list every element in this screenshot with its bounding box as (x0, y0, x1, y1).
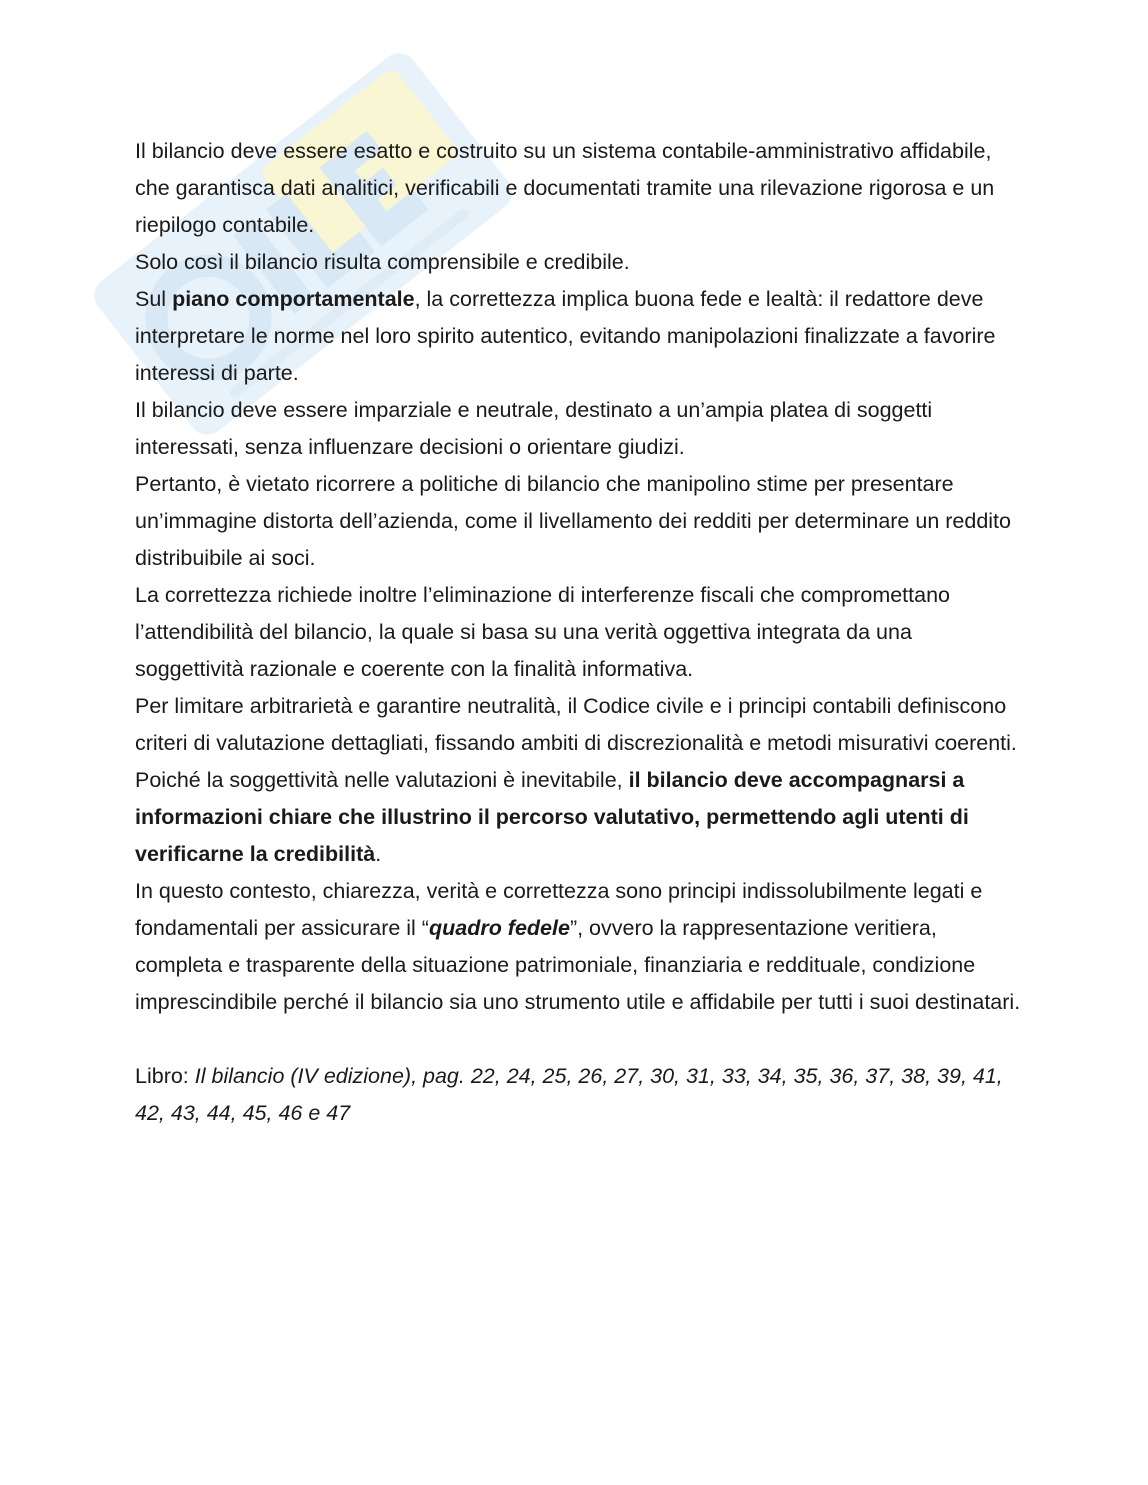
book-reference (135, 1058, 1025, 1132)
reference-title: Il bilancio (IV edizione), pag. 22, 24, 25, 26, 27, 30, 31, 33, 34, 35, 36, 37, 38, 39, 41, 42, 43, 44, 45, 46 e 47 (135, 1064, 1003, 1125)
paragraph-5: Pertanto, è vietato ricorrere a politiche di bilancio che manipolino stime per presentare un’immagine distorta dell’azienda, come il livellamento dei redditi per determinare un reddito distribuibile ai soci. (135, 472, 1011, 570)
document-body (135, 133, 1025, 1132)
paragraph-7: Per limitare arbitrarietà e garantire neutralità, il Codice civile e i principi contabili definiscono criteri di valutazione dettagliati, fissando ambiti di discrezionalità e metodi misurativi coerenti. (135, 694, 1017, 755)
paragraph-9: In questo contesto, chiarezza, verità e correttezza sono principi indissolubilmente legati e fondamentali per assicurare il “quadro fedele”, ovvero la rappresentazione veritiera, completa e trasparente della situazione patrimoniale, finanziaria e reddituale, condizione imprescindibile perché il bilancio sia uno strumento utile e affidabile per tutti i suoi destinatari. (135, 879, 1021, 1014)
paragraph-3: Sul piano comportamentale, la correttezza implica buona fede e lealtà: il redattore deve interpretare le norme nel loro spirito autentico, evitando manipolazioni finalizzate a favorire interessi di parte. (135, 287, 996, 385)
paragraph-1: Il bilancio deve essere esatto e costruito su un sistema contabile-amministrativo affidabile, che garantisca dati analitici, verificabili e documentati tramite una rilevazione rigorosa e un riepilogo contabile. (135, 139, 995, 237)
paragraph-4: Il bilancio deve essere imparziale e neutrale, destinato a un’ampia platea di soggetti interessati, senza influenzare decisioni o orientare giudizi. (135, 398, 933, 459)
paragraph-6: La correttezza richiede inoltre l’eliminazione di interferenze fiscali che compromettano l’attendibilità del bilancio, la quale si basa su una verità oggettiva integrata da una soggettività razionale e coerente con la finalità informativa. (135, 583, 951, 681)
reference-label: Libro: (135, 1064, 195, 1088)
paragraph-8: Poiché la soggettività nelle valutazioni è inevitabile, il bilancio deve accompagnarsi a informazioni chiare che illustrino il percorso valutativo, permettendo agli utenti di verificarne la credibilità. (135, 768, 969, 866)
paragraph-2: Solo così il bilancio risulta comprensibile e credibile. (135, 250, 630, 274)
